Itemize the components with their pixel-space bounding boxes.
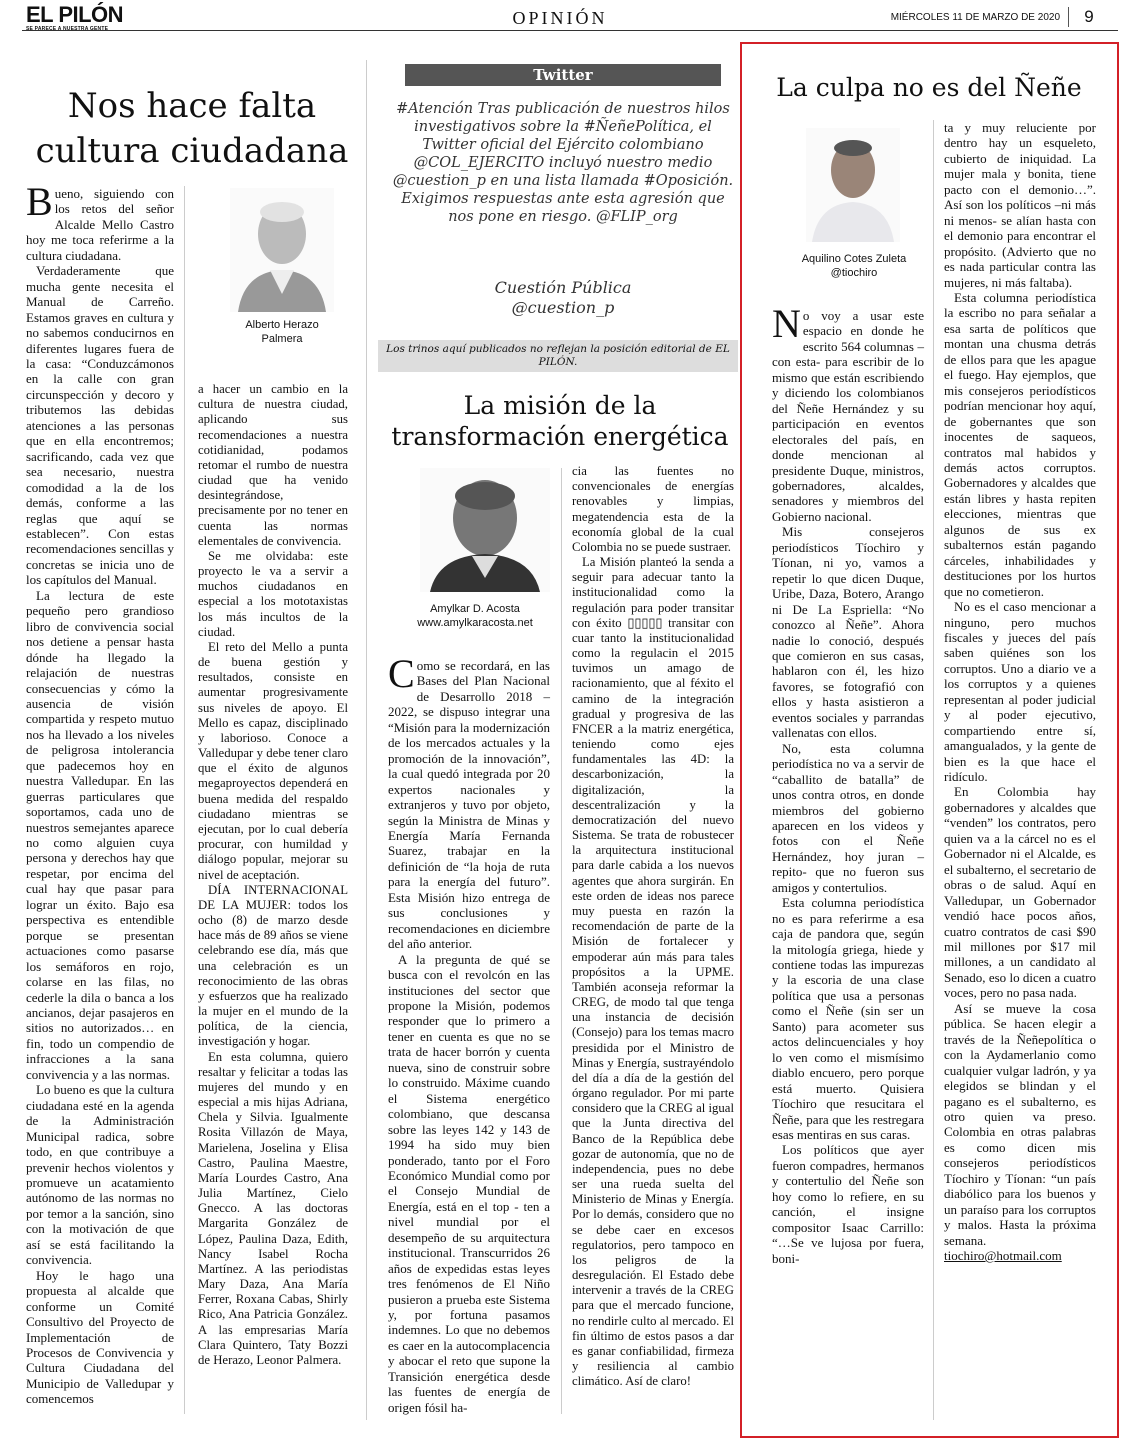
article2-paragraph <box>388 651 550 952</box>
author-photo-acosta <box>420 468 550 592</box>
article3-paragraph: Así se mueve la cosa pública. Se hacen elegir a través de la Ñeñepolítica o con la Aydamerlanio como cualquier vulgar ladrón, y ya elegidos se blindan y el pagano es el subalterno, es otro quien va preso. Colombia en otras palabras es como dicen mis consejeros periodísticos Tíochiro y Tíonan: “un país diabólico para los buenos y un paraíso para los corruptos y malos. Hasta la próxima semana. <box>944 1000 1096 1248</box>
article3-headline: La culpa no es del Ñeñe <box>776 73 1082 102</box>
article2-paragraph: La Misión planteó la senda a seguir para adecuar tanto la institucionalidad como la regulación para poder transitar con éxito ▯▯▯▯▯ transitar con cuar tanto la institucionalidad como la regulacin el 2015 tuvimos un amago de racionamiento, que al féxito el camino de la integración gradual y progresiva de las FNCER a la matriz energética, teniendo como ejes fundamentales las 4D: la descarbonización, la digitalización, la descentralización y la democratización del nuevo Sistema. Se trata de robustecer la arquitectura institucional para darle cabida a los nuevos agentes que ahora surgirán. En este orden de ideas nos parece muy puesta en razón la recomendación de parte de la Misión de fortalecer y empoderar aún más para tales propósitos a la UPME. También aconseja reformar la CREG, de modo tal que tenga una instancia de decisión (Consejo) para los temas macro presidida por el Ministro de Minas y Energía, sustrayéndolo del día a día de la gestión del órgano regulador. Por mi parte considero que la CREG al igual que la Junta directiva del Banco de la República debe gozar de autonomía, que no de independencia, pues no debe ser una rueda suelta del Ministerio de Minas y Energía. Por lo demás, considero que no se debe caer en excesos regulatorios, pero tampoco en los peligros de la desregulación. El Estado debe intervenir a través de la CREG para que el mercado funcione, no rendirle culto al mercado. El fin último de estos pasos a dar es ganar confiabilidad, firmeza y resiliencia al cambio climático. Así de claro! <box>572 555 734 1389</box>
dropcap: N <box>772 301 801 346</box>
article1-paragraph: Lo bueno es que la cultura ciudadana esté en la agenda de la Administración Municipal radica, sobre todo, en que contribuye a prevenir hechos violentos y promueve un acatamiento autónomo de las normas no por temor a la sanción, sino con la motivación de que así se está facilitando la convivencia. <box>26 1082 174 1268</box>
author-name-cotes: Aquilino Cotes Zuleta <box>801 253 907 265</box>
article1-paragraph: Se me olvidaba: este proyecto le va a servir a muchos ciudadanos en especial a los mototaxistas los más incultos de la ciudad. <box>198 548 348 639</box>
author-photo-herazo <box>230 188 334 312</box>
portrait-icon <box>420 468 550 592</box>
twitter-signature <box>392 278 734 318</box>
article2-column-2 <box>572 464 734 1389</box>
article3-paragraph: Mis consejeros periodísticos Tíochiro y Tíonan, ni yo, vamos a repetir lo que dicen Duque, Uribe, Daza, Botero, Arango ni De La Espriella: “No conozco al Ñeñe”. Ahora nadie lo conoció, después que comieron en sus casas, hablaron con él, les hizo favores, se fotografió con ellos y hasta asistieron a eventos sociales y parrandas vallenatas con ellos. <box>772 524 924 741</box>
article2-paragraph-text: omo se recordará, en las Bases del Plan Nacional de Desarrollo 2018 – 2022, se dispuso integrar una “Misión para la modernización de los mercados actuales y la promoción de la innovación”, la cual quedó integrada por 20 expertos nacionales y extranjeros y tuvo por objeto, según la Ministra de Minas y Energía María Fernanda Suarez, trabajar en la definición de “la hoja de ruta para la energía del futuro”. Esta Misión hizo entrega de sus conclusiones y recomendaciones en diciembre del año anterior. <box>388 658 550 952</box>
twitter-sig-handle: @cuestion_p <box>511 298 615 317</box>
article1-paragraph-text: ueno, siguiendo con los retos del señor Alcalde Mello Castro hoy me toca referirme a la cultura ciudadana. <box>26 186 174 263</box>
author-name-acosta: Amylkar D. Acosta <box>430 603 520 615</box>
twitter-label <box>405 64 721 86</box>
twitter-label-text: Twitter <box>533 66 593 84</box>
logo-name: EL PILÓN <box>26 2 124 27</box>
article3-paragraph: No es el caso mencionar a ninguno, pero muchos fiscales y jueces del país saben quiénes son los corruptos. Uno a diario ve a los corruptos y a quienes representan al poder judicial y al poder ejecutivo, compartiendo entre sí, amangualados, y la gente de bien es la que hace el ridículo. <box>944 599 1096 785</box>
article2-headline: La misión de la transformación energética <box>391 391 729 451</box>
article2-paragraph: A la pregunta de qué se busca con el revolcón en las instituciones del sector que propone la Misión, podemos responder que lo primero a tener en cuenta es que no se trata de hacer borrón y cuenta nueva, sino de construir sobre lo construido. Máxime cuando el Sistema energético colombiano, que descansa sobre las leyes 142 y 143 de 1994 ha sido muy bien ponderado, tanto por el Foro Económico Mundial como por el Consejo Mundial de Energía, está en el top - ten a nivel mundial por el desempeño de su arquitectura institucional. Transcurridos 26 años de expedidas estas leyes tres fenómenos de El Niño pusieron a prueba este Sistema y, por fortuna pasamos indemnes. Lo que no debemos es caer en la autocomplacencia y abocar el reto que supone la Transición energética desde las fuentes de energía de origen fósil ha- <box>388 951 550 1415</box>
article1-headline: Nos hace falta cultura ciudadana <box>35 86 349 171</box>
page-number: 9 <box>1068 7 1109 27</box>
portrait-icon <box>806 128 900 242</box>
article1-paragraph: En esta columna, quiero resaltar y felicitar a todas las mujeres del mundo y en especial a mis hijas Adriana, Chela y Silvia. Igualmente Rosita Villazón de Maya, Marielena, Joselina y Elisa Castro, Paulina Maestre, María Lourdes Castro, Ana Julia Martínez, Cielo Gnecco. A las doctoras Margarita González de López, Paulina Daza, Edith, Nancy Isabel Rocha Martínez. A las periodistas Mary Daza, Ana María Ferrer, Roxana Cabas, Shirly Rico, Ana Patricia González. A las empresarias María Clara Quintero, Taty Bozzi de Herazo, Leonor Palmera. <box>198 1049 348 1367</box>
article3-paragraph <box>772 301 924 524</box>
logo-tagline: SE PARECE A NUESTRA GENTE <box>26 26 109 32</box>
author-handle-cotes: @tiochiro <box>830 267 878 279</box>
author-block-acosta <box>410 602 540 630</box>
twitter-disclaimer: Los trinos aquí publicados no reflejan la posición editorial de EL PILÓN. <box>378 340 738 372</box>
article3-paragraph: Esta columna periodística no es para referirme a esa caja de pandora que, según la mitología griega, hiede y contiene todas las impurezas y la escoria de una clase política que usa a personas como el Ñeñe (sin ser un Santo) para acometer sus actos delincuenciales y hoy lo ven como el mismísimo diablo encuero, pero porque está muerto. Quisiera Tíochiro que resucitara el Ñeñe, para que les restregara esas mentiras en sus caras. <box>772 895 924 1143</box>
twitter-sig-name: Cuestión Pública <box>494 278 632 297</box>
column-rule <box>561 468 562 1414</box>
article1-paragraph: DÍA INTERNACIONAL DE LA MUJER: todos los ocho (8) de marzo desde hace más de 89 años se viene celebrando ese día, más que una celebración es un reconocimiento de las obras y esfuerzos que ha realizado la mujer en el mundo de la política, de la ciencia, investigación y hogar. <box>198 882 348 1049</box>
article3-paragraph-text: o voy a usar este espacio en donde he escrito 564 columnas –con esta- para escribir de lo mismo que están escribiendo y diciendo los colombianos del Ñeñe Hernández y su participación en eventos electorales del país, en donde mencionan al presidente Duque, ministros, gobernadores, alcaldes, senadores y miembros del Gobierno nacional. <box>772 308 924 524</box>
column-rule <box>366 60 367 1420</box>
article3-paragraph: En Colombia hay gobernadores y alcaldes que “venden” los contratos, pero quien va a la cárcel no es el Gobernador ni el Alcalde, es el subalterno, el secretario de obras o de salud. Aquí en Valledupar, un Gobernador vendió hace pocos años, cuatro contratos de casi $90 mil millones por $17 mil millones, a un candidato al Senado, eso lo dicen a cuatro voces, pero no pasa nada. <box>944 784 1096 1001</box>
author-site-acosta: www.amylkaracosta.net <box>417 617 533 629</box>
dropcap: C <box>388 651 415 696</box>
author-block-cotes <box>796 252 912 280</box>
article2-paragraph: cia las fuentes no convencionales de energías renovables y limpias, megatendencia esta de la economía global de la cual Colombia no se puede sustraer. <box>572 464 734 554</box>
article3-paragraph: Los políticos que ayer fueron compadres, hermanos y contertulio del Ñeñe son hoy como lo refiere, en su canción, el insigne compositor Isaac Carrillo: “…Se ve lujosa por fuera, boni- <box>772 1142 924 1266</box>
article1-paragraph: La lectura de este pequeño pero grandioso libro de convivencia social nos detiene a pensar hasta dónde ha llegado la relajación de nuestras consecuencias y cómo la ausencia de visión compartida y respeto mutuo nos ha llevado a los niveles de peligrosa intolerancia que padecemos hoy en nuestra Valledupar. En las guerras particulares que soportamos, cada uno de nuestros semejantes aparece no como alguien cuya persona y derechos hay que respetar, por encima del cual hay que pasar para lograr un éxito. Bajo esa perspectiva es entendible porque se presentan actuaciones como pasarse los semáforos en rojo, colarse en las filas, no cederle la dila o banca a los ancianos, dejar pasajeros en sitios no autorizados… en fin, todo un compendio de infracciones a la sana convivencia y a las normas. <box>26 587 174 1082</box>
dropcap: B <box>26 179 53 224</box>
article1-paragraph <box>26 179 174 263</box>
article1-column-2 <box>198 382 348 1368</box>
masthead-logo <box>26 4 138 32</box>
section-title: OPINIÓN <box>512 8 608 28</box>
dateline: MIÉRCOLES 11 DE MARZO DE 2020 <box>890 12 1060 23</box>
article1-paragraph: Hoy le hago una propuesta al alcalde que conforme un Comité Consultivo del Proyecto de Implementación de Procesos de Convivencia y Cultura Ciudadana del Municipio de Valledupar y comencemos <box>26 1267 174 1407</box>
article1-column-1 <box>26 179 174 1407</box>
author-photo-cotes <box>806 128 900 242</box>
portrait-icon <box>230 188 334 312</box>
article1-paragraph: El reto del Mello a punta de buena gestión y resultados, consiste en aumentar progresivamente sus niveles de apoyo. El Mello es capaz, disciplinado y laborioso. Conoce a Valledupar y debe tener claro que el éxito de algunos megaproyectos dependerá en buena medida del respaldo ciudadano mientras se ejecutan, por lo cual debería procurar, con humildad y diálogo popular, mejorar su nivel de aceptación. <box>198 639 348 882</box>
article2-column-1 <box>388 651 550 1415</box>
article3-paragraph: ta y muy reluciente por dentro hay un esqueleto, cubierto de iniquidad. La mujer mala y bonita, tiene pacto con el demonio…”. Así son los políticos –ni más ni menos- se alían hasta con el demonio para encontrar el propósito. (Advierto que no es nada particular contra las mujeres, ni más faltaba). <box>944 120 1096 290</box>
column-rule <box>933 120 934 1420</box>
author-email-link[interactable]: tiochiro@hotmail.com <box>944 1248 1062 1264</box>
article3-paragraph: No, esta columna periodística no va a servir de “caballito de batalla” de unos contra otros, en donde miembros del gobierno aparecen en los videos y fotos con el Ñeñe Hernández, hoy juran –repito- que no fueron sus amigos y contertulios. <box>772 740 924 895</box>
article1-paragraph: Verdaderamente que mucha gente necesita el Manual de Carreño. Estamos graves en cultura y no sabemos conducirnos en diferentes lugares fuera de la casa: “Conduzcámonos en la calle con gran circunspección y decoro y tributemos las debidas atenciones a las personas que en ella encontremos; sacrificando, cada vez que sea necesario, nuestra comodidad a la de los demás, conforme a las reglas que aquí se establecen”. Con estas recomendaciones sencillas y concretas se inicia uno de los capítulos del Manual. <box>26 263 174 588</box>
article3-column-2 <box>944 120 1096 1264</box>
article1-paragraph: a hacer un cambio en la cultura de nuestra ciudad, aplicando sus recomendaciones a nuestra cotidianidad, podamos retomar el rumbo de nuestra ciudad que ha venido desintegrándose, precisamente por no tener en cuenta las normas elementales de convivencia. <box>198 382 348 548</box>
article3-paragraph: Esta columna periodística la escribo no para señalar a esa sarta de políticos que montan una chusma detrás de ellos para que les apague el fuego. Hay ejemplos, que mis consejeros periodísticos podrían mencionar hoy aquí, de gobernantes que son inocentes de saqueos, contratos mal habidos y demás actos corruptos. Gobernadores y alcaldes que están libres y hasta repiten elecciones, mientras que algunos de sus ex subalternos están pagando cárceles, inhabilidades y destituciones por los hurtos que no cometieron. <box>944 289 1096 599</box>
twitter-quote: #Atención Tras publicación de nuestros hilos investigativos sobre la #ÑeñePolítica, el Twitter oficial del Ejército colombiano @COL_EJERCITO incluyó nuestro medio @cuestion_p en una lista llamada #Oposición. Exigimos respuestas ante esta agresión que nos pone en riesgo. @FLIP_org <box>392 101 734 225</box>
column-rule <box>184 186 185 1414</box>
author-name-herazo: Alberto Herazo Palmera <box>245 319 319 345</box>
header-rule <box>22 30 1118 31</box>
article3-column-1 <box>772 301 924 1266</box>
